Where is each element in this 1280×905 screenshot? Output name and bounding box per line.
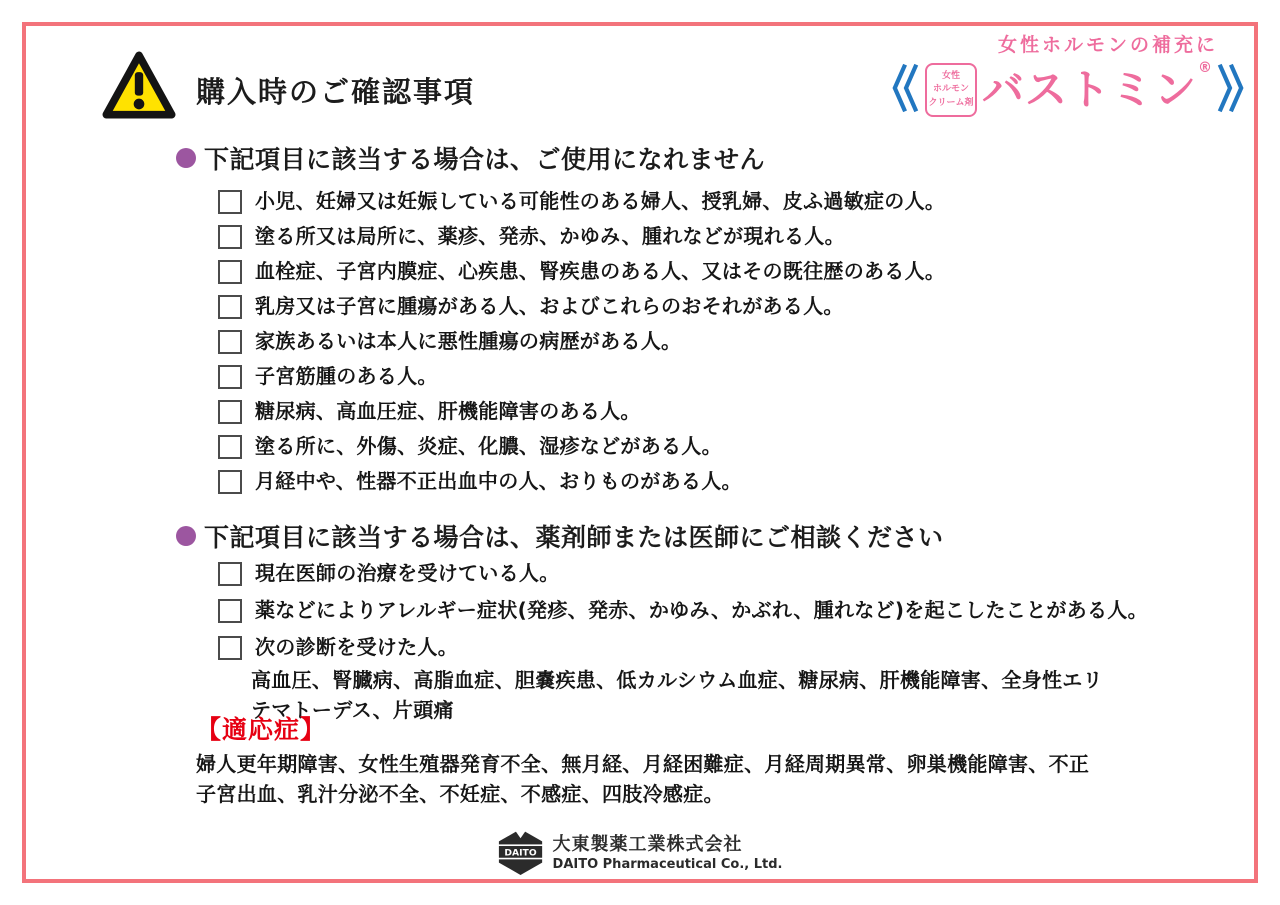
checklist-item xyxy=(218,258,945,284)
checklist-item xyxy=(218,597,1148,623)
checklist-item-label: 塗る所又は局所に、薬疹、発赤、かゆみ、腫れなどが現れる人。 xyxy=(255,224,845,248)
checklist-item-label: 乳房又は子宮に腫瘍がある人、およびこれらのおそれがある人。 xyxy=(255,294,844,318)
checklist-item-detail: 高血圧、腎臓病、高脂血症、胆嚢疾患、低カルシウム血症、糖尿病、肝機能障害、全身性エリ xyxy=(251,668,1103,692)
checklist-item xyxy=(218,363,438,389)
checklist-item-label: 糖尿病、高血圧症、肝機能障害のある人。 xyxy=(255,399,641,423)
checkbox[interactable] xyxy=(218,190,242,214)
checklist-item xyxy=(218,188,945,214)
checklist-item-label: 塗る所に、外傷、炎症、化膿、湿疹などがある人。 xyxy=(255,434,722,458)
checklist-item xyxy=(218,468,742,494)
daito-logo-icon xyxy=(498,829,544,879)
checklist-item-detail: テマトーデス、片頭痛 xyxy=(251,698,454,722)
brand-block xyxy=(892,30,1244,121)
checkbox[interactable] xyxy=(218,365,242,389)
checklist-item xyxy=(218,328,681,354)
indications-heading: 【適応症】 xyxy=(196,715,327,744)
checklist-item xyxy=(218,398,641,424)
company-name-jp: 大東製薬工業株式会社 xyxy=(552,834,743,856)
section-heading-label: 下記項目に該当する場合は、薬剤師または医師にご相談ください xyxy=(204,523,944,552)
indications-line: 婦人更年期障害、女性生殖器発育不全、無月経、月経困難症、月経周期異常、卵巣機能障害、不正 xyxy=(196,752,1090,776)
checklist-item-label: 薬などによりアレルギー症状(発疹、発赤、かゆみ、かぶれ、腫れなど)を起こしたことがある人。 xyxy=(255,598,1148,622)
checklist-item-label: 次の診断を受けた人。 xyxy=(255,635,458,659)
checkbox[interactable] xyxy=(218,599,242,623)
indications-line: 子宮出血、乳汁分泌不全、不妊症、不感症、四肢冷感症。 xyxy=(196,782,724,806)
checkbox[interactable] xyxy=(218,435,242,459)
right-double-chevron-icon xyxy=(1216,59,1244,121)
checkbox[interactable] xyxy=(218,470,242,494)
checklist-item-label: 現在医師の治療を受けている人。 xyxy=(255,561,560,585)
checkbox[interactable] xyxy=(218,636,242,660)
checklist-item xyxy=(218,634,458,660)
registered-trademark: ® xyxy=(1198,60,1213,76)
section-heading-consult xyxy=(176,518,944,554)
checkbox[interactable] xyxy=(218,295,242,319)
company-footer xyxy=(498,829,783,879)
checklist-item-label: 月経中や、性器不正出血中の人、おりものがある人。 xyxy=(255,469,742,493)
section-bullet-icon xyxy=(176,526,196,546)
section-bullet-icon xyxy=(176,148,196,168)
section-heading-no-use xyxy=(176,140,765,176)
checklist-item-label: 子宮筋腫のある人。 xyxy=(255,364,438,388)
checklist-item-label: 家族あるいは本人に悪性腫瘍の病歴がある人。 xyxy=(255,329,682,353)
section-heading-label: 下記項目に該当する場合は、ご使用になれません xyxy=(204,145,766,174)
brand-tagline: 女性ホルモンの補充に xyxy=(997,34,1218,56)
brand-box-line: クリーム剤 xyxy=(928,97,974,108)
left-double-chevron-icon xyxy=(892,59,920,121)
brand-category-box xyxy=(925,63,977,117)
checklist-item xyxy=(218,560,560,586)
checklist-item xyxy=(218,223,845,249)
checklist-item-label: 血栓症、子宮内膜症、心疾患、腎疾患のある人、又はその既往歴のある人。 xyxy=(255,259,946,283)
checklist-item xyxy=(218,293,844,319)
checklist-item-label: 小児、妊婦又は妊娠している可能性のある婦人、授乳婦、皮ふ過敏症の人。 xyxy=(255,189,946,213)
checkbox[interactable] xyxy=(218,260,242,284)
checklist-item xyxy=(218,433,722,459)
product-logo-text: バストミン ® xyxy=(981,60,1213,114)
checkbox[interactable] xyxy=(218,225,242,249)
brand-box-line: ホルモン xyxy=(932,84,969,95)
checkbox[interactable] xyxy=(218,562,242,586)
company-name-en: DAITO Pharmaceutical Co., Ltd. xyxy=(552,856,783,872)
brand-box-line: 女性 xyxy=(941,71,960,82)
page-title: 購入時のご確認事項 xyxy=(196,75,476,109)
svg-text:DAITO: DAITO xyxy=(504,847,537,859)
checkbox[interactable] xyxy=(218,330,242,354)
checkbox[interactable] xyxy=(218,400,242,424)
warning-triangle-icon xyxy=(101,50,177,124)
